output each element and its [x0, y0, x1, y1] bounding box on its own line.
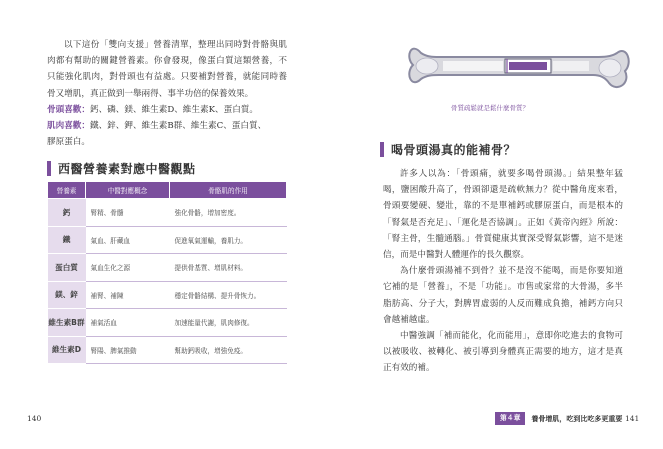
bone-icon: [403, 35, 633, 105]
tcm-concept: 氣血生化之源: [86, 254, 170, 282]
nutrient-name: 維生素D: [48, 336, 86, 364]
left-page: [0, 0, 330, 449]
tcm-concept: 腎陽、脾氣推動: [86, 336, 170, 364]
effect: 促進氧氣運輸，養肌力。: [170, 226, 287, 254]
table-section-heading: [47, 160, 196, 177]
body-paragraph: 為什麼骨頭湯補不到骨？並不是沒不能喝，而是你要知道它補的是「營養」，不是「功能」。市售或家常的大骨湯，多半脂肪高、分子大，對脾胃虛弱的人反而難成負擔，補鈣方向只會越補越虛。: [383, 266, 623, 325]
page-number-left: 140: [27, 414, 42, 423]
body-paragraph: 許多人以為：「骨頭痛，就要多喝骨頭湯。」結果整年猛喝，鹽困酸升高了，骨頭卻還是疏軟無力？從中醫角度來看，骨頭要變硬、變壯，靠的不是單補鈣或膠原蛋白，而是根本的「腎氣是否充足」、「運化是否協調」。正如《黃帝內經》所說：「腎主骨，生髓通腦。」骨質健康其實深受腎氣影響，這不是迷信，而是中醫對人體運作的長久觀察。: [383, 169, 623, 261]
nutrient-name: 蛋白質: [48, 254, 86, 282]
tcm-concept: 補氣活血: [86, 309, 170, 337]
bone-nutrients: 鈣、磷、鎂、維生素D、維生素K、蛋白質。: [89, 104, 258, 115]
nutrient-name: 維生素B群: [48, 309, 86, 337]
chapter-footer: [495, 412, 622, 425]
intro-paragraph: 以下這份「雙向支援」營養清單，整理出同時對骨骼與肌肉都有幫助的關鍵營養素。你會發現，像蛋白質這類營養，不只能強化肌肉，對骨頭也有益處。只要補對營養，就能同時養骨又增肌，真正做到一舉兩得、事半功倍的保養效果。: [47, 40, 287, 99]
tcm-concept: 氣血、肝藏血: [86, 226, 170, 254]
table-row: [48, 199, 287, 227]
table-row: [48, 309, 287, 337]
table-row: [48, 254, 287, 282]
heading-accent-bar: [47, 161, 51, 176]
soup-body-text: [383, 166, 623, 377]
bone-caption: 骨質疏鬆就是鬆什麼骨質？: [451, 104, 529, 112]
effect: 強化骨骼，增加密度。: [170, 199, 287, 227]
table-row: [48, 226, 287, 254]
nutrient-name: 鐵: [48, 226, 86, 254]
intro-text: [47, 37, 287, 150]
muscle-nutrients: 鐵、鋅、鉀、維生素B群、維生素C、蛋白質、: [89, 121, 267, 132]
tcm-concept: 補腎、補陳: [86, 281, 170, 309]
chapter-title: 養骨增肌，吃到比吃多更重要: [531, 414, 623, 423]
effect: 提供骨基質、增肌材料。: [170, 254, 287, 282]
bone-nutrients-line: [47, 102, 287, 118]
muscle-nutrients-line: [47, 118, 287, 134]
soup-section-heading: [380, 141, 516, 158]
heading-accent-bar: [380, 142, 384, 157]
table-section-title: 西醫營養素對應中醫觀點: [58, 162, 196, 176]
bone-label: 骨頭喜歡：: [47, 104, 90, 115]
header-tcm: 中醫對應概念: [86, 182, 170, 199]
table-header-row: [48, 182, 287, 199]
body-paragraph: 中醫強調「補而能化，化而能用」，意即你吃進去的食物可以被吸收、被轉化、被引導到身體真正需要的地方，這才是真正有效的補。: [383, 331, 623, 374]
table-row: [48, 281, 287, 309]
nutrient-name: 鈣: [48, 199, 86, 227]
effect: 穩定骨骼結構、提升骨恢力。: [170, 281, 287, 309]
header-nutrient: 營養素: [48, 182, 86, 199]
muscle-nutrients-line-2: 膠原蛋白。: [47, 137, 90, 148]
chapter-badge: 第４章: [495, 412, 525, 425]
soup-section-title: 喝骨頭湯真的能補骨？: [391, 143, 517, 157]
effect: 幫助鈣吸收，增強免疫。: [170, 336, 287, 364]
nutrient-name: 鎂、鋅: [48, 281, 86, 309]
muscle-label: 肌肉喜歡：: [47, 121, 90, 132]
table-row: [48, 336, 287, 364]
nutrient-table: [47, 181, 287, 364]
effect: 加速能量代謝，肌肉修復。: [170, 309, 287, 337]
right-page: [333, 0, 663, 449]
page-number-right: 141: [625, 414, 640, 423]
header-effect: 骨骼肌的作用: [170, 182, 287, 199]
tcm-concept: 腎精、骨髓: [86, 199, 170, 227]
